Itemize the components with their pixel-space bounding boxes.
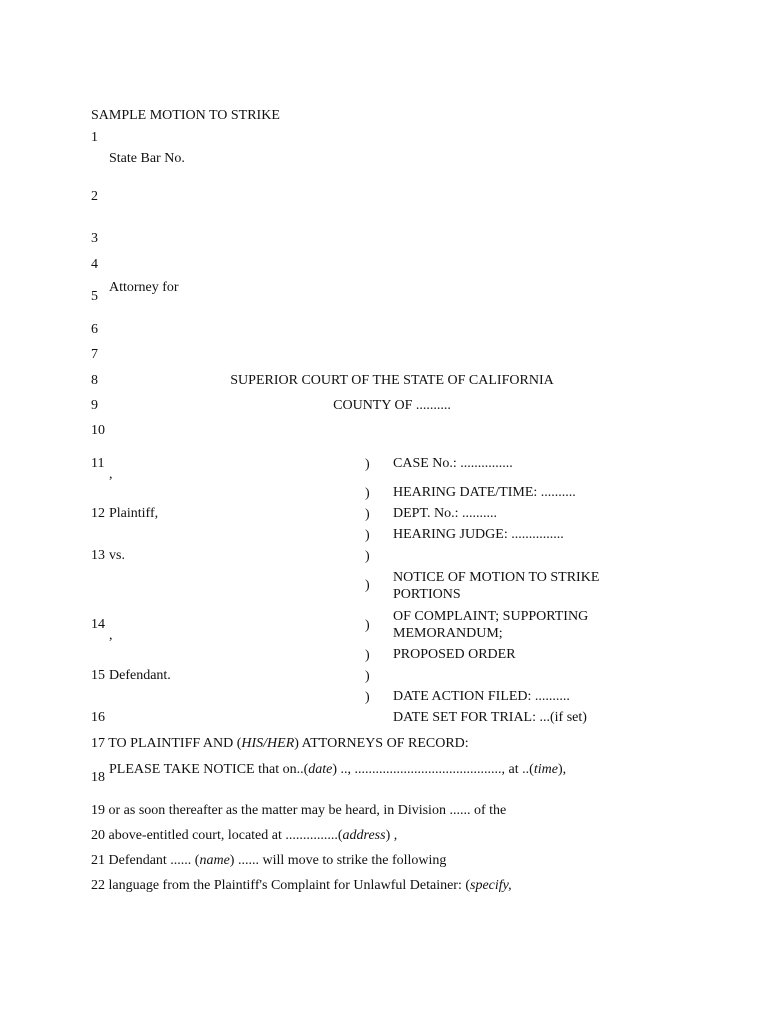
line-number-10: 10: [91, 423, 105, 438]
line-number-8: 8: [91, 373, 98, 388]
caption-paren: ): [365, 578, 370, 593]
caption-paren: ): [365, 528, 370, 543]
plaintiff-name-comma: ,: [109, 467, 113, 482]
line-number-9: 9: [91, 398, 98, 413]
caption-paren: ): [365, 457, 370, 472]
line-number-3: 3: [91, 231, 98, 246]
date-set-for-trial: DATE SET FOR TRIAL: ...(if set): [393, 710, 587, 725]
body-line-20: above-entitled court, located at ...............(address) ,: [108, 828, 398, 843]
line-number-17: 17: [91, 736, 105, 751]
caption-paren: ): [365, 549, 370, 564]
plaintiff-label: Plaintiff,: [109, 506, 159, 521]
line-number-21: 21: [91, 853, 105, 868]
body-line-22: language from the Plaintiff's Complaint for Unlawful Detainer: (specify,: [108, 878, 512, 893]
line-17: [91, 736, 469, 752]
line-number-14: 14: [91, 617, 105, 632]
state-bar-label: State Bar No.: [109, 151, 185, 166]
court-county: COUNTY OF ..........: [333, 398, 451, 413]
line-number-4: 4: [91, 257, 98, 272]
hearing-datetime: HEARING DATE/TIME: ..........: [393, 485, 576, 500]
line-22: [91, 878, 512, 894]
line-19: [91, 803, 506, 819]
line-number-20: 20: [91, 828, 105, 843]
attorney-for-label: Attorney for: [109, 280, 179, 295]
line-number-12: 12: [91, 506, 105, 521]
line-21: [91, 853, 446, 869]
document-title: SAMPLE MOTION TO STRIKE: [91, 108, 280, 123]
dept-number: DEPT. No.: ..........: [393, 506, 497, 521]
date-action-filed: DATE ACTION FILED: ..........: [393, 689, 570, 704]
caption-paren: ): [365, 507, 370, 522]
vs-label: vs.: [109, 548, 125, 563]
case-number: CASE No.: ...............: [393, 456, 513, 471]
court-name: SUPERIOR COURT OF THE STATE OF CALIFORNIA: [230, 373, 554, 388]
line-20: [91, 828, 397, 844]
line-number-6: 6: [91, 322, 98, 337]
line-number-1: 1: [91, 130, 98, 145]
body-line-18: PLEASE TAKE NOTICE that on..(date) .., .........................................., at ..(time),: [109, 762, 567, 777]
caption-paren: ): [365, 669, 370, 684]
line-number-13: 13: [91, 548, 105, 563]
line-number-22: 22: [91, 878, 105, 893]
proposed-order: PROPOSED ORDER: [393, 647, 516, 662]
line-number-16: 16: [91, 710, 105, 725]
notice-title-1: NOTICE OF MOTION TO STRIKE PORTIONS: [393, 570, 600, 602]
line-number-19: 19: [91, 803, 105, 818]
hearing-judge: HEARING JUDGE: ...............: [393, 527, 564, 542]
line-number-7: 7: [91, 347, 98, 362]
body-line-17: TO PLAINTIFF AND (HIS/HER) ATTORNEYS OF RECORD:: [108, 736, 469, 751]
notice-title-2: OF COMPLAINT; SUPPORTING MEMORANDUM;: [393, 609, 589, 641]
caption-paren: ): [365, 618, 370, 633]
line-number-18: 18: [91, 770, 105, 785]
defendant-name-comma: ,: [109, 628, 113, 643]
caption-paren: ): [365, 486, 370, 501]
line-number-15: 15: [91, 668, 105, 683]
line-number-5: 5: [91, 289, 98, 304]
caption-paren: ): [365, 648, 370, 663]
caption-paren: ): [365, 690, 370, 705]
line-number-2: 2: [91, 189, 98, 204]
defendant-label: Defendant.: [109, 668, 171, 683]
body-line-19: or as soon thereafter as the matter may be heard, in Division ...... of the: [108, 803, 507, 818]
body-line-21: Defendant ...... (name) ...... will move to strike the following: [108, 853, 447, 868]
line-number-11: 11: [91, 456, 105, 471]
